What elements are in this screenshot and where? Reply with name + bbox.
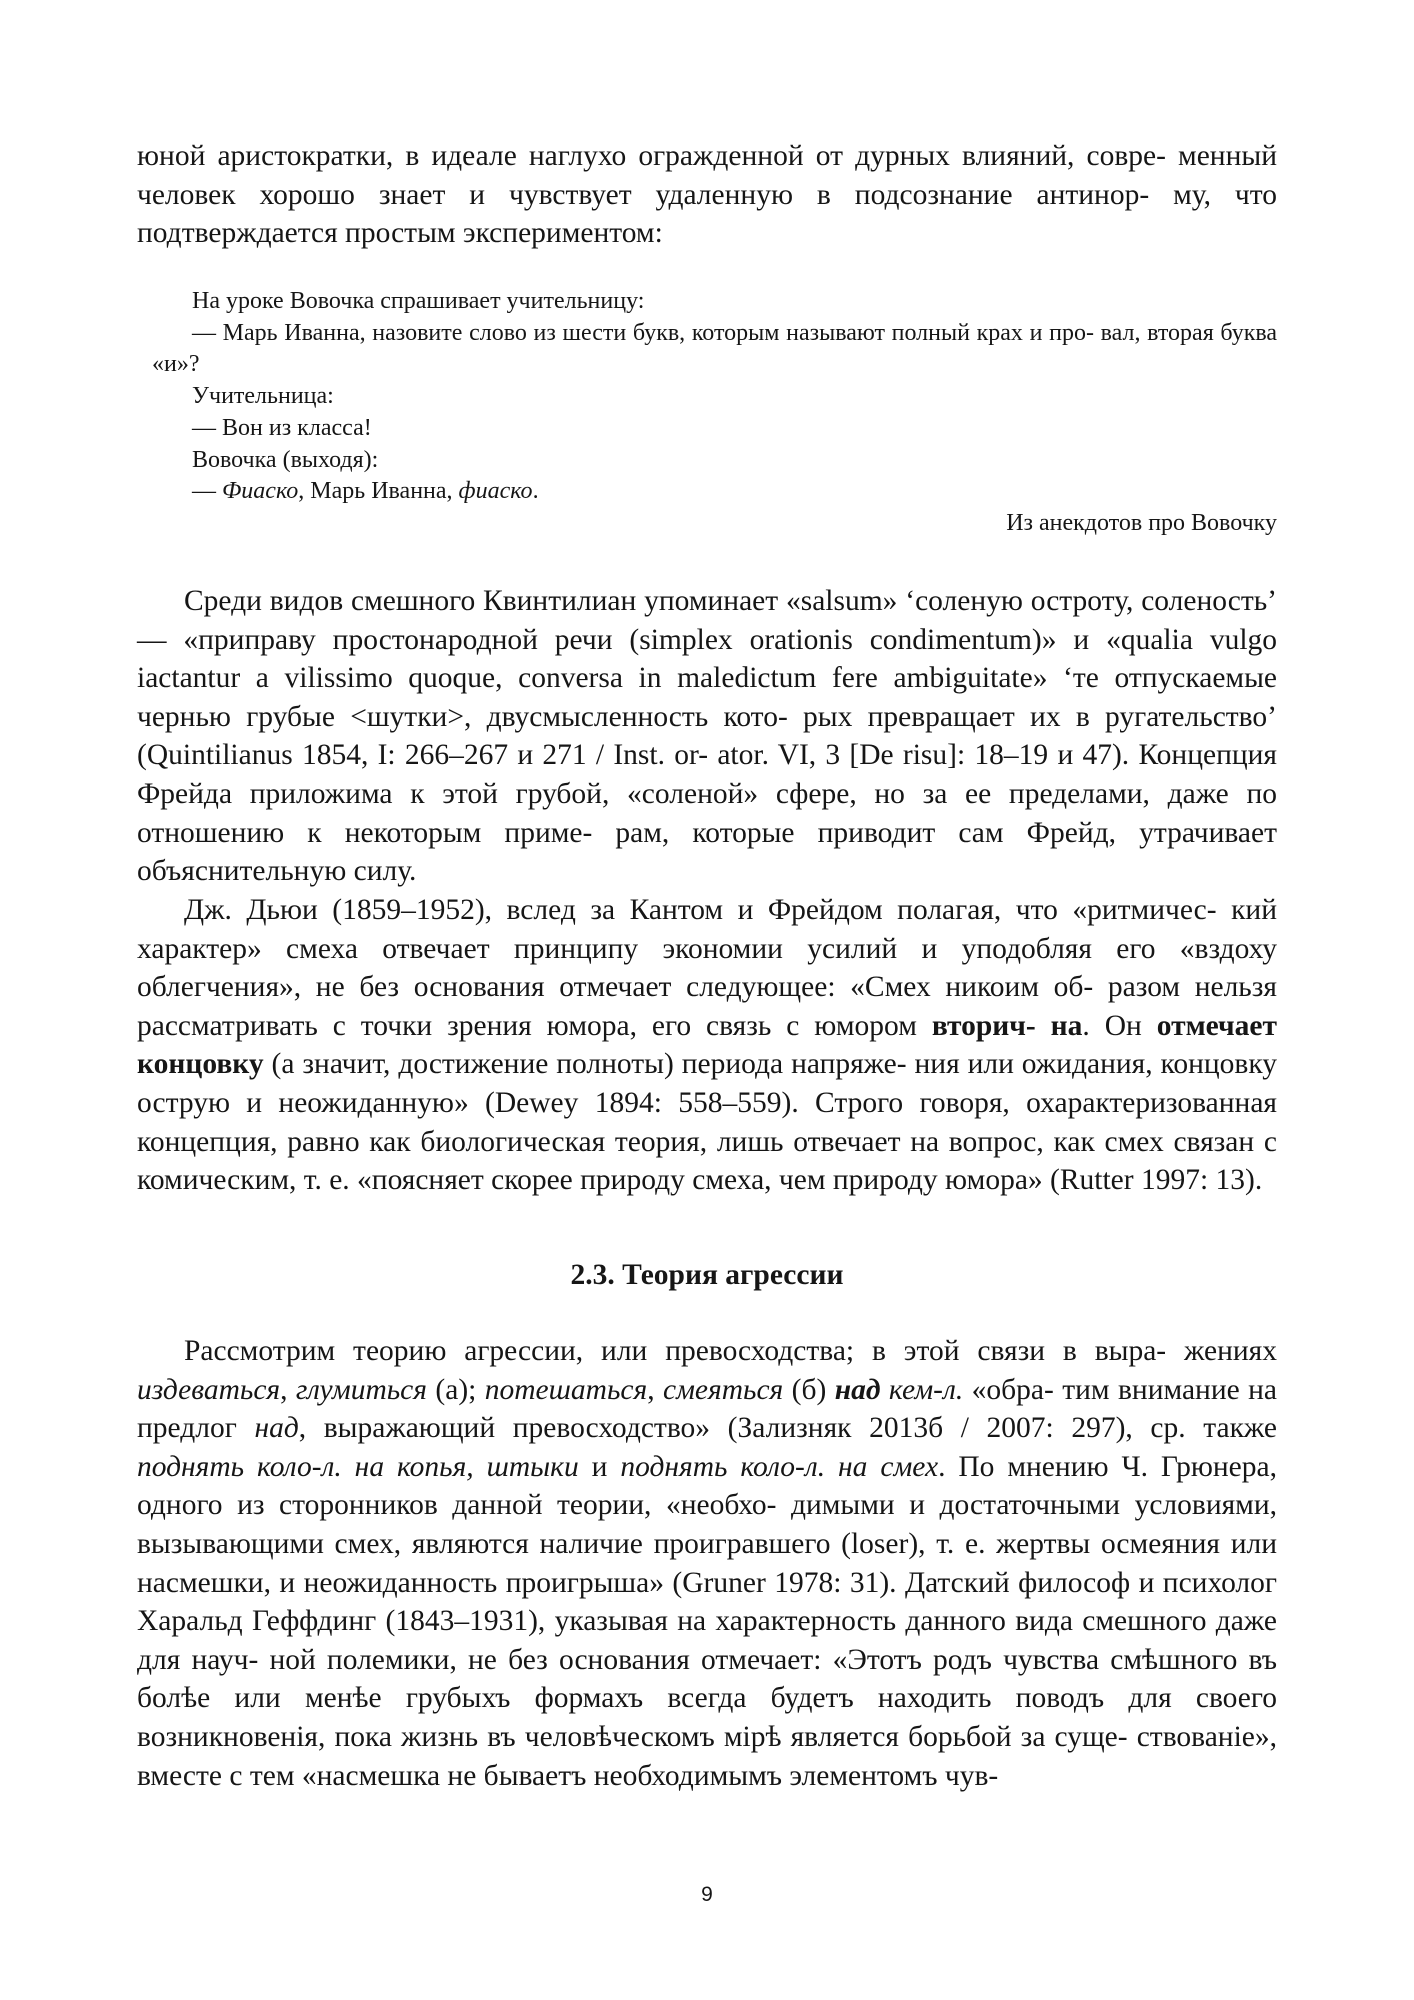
joke-quote (152, 286, 1277, 540)
paragraph-text: Дж. Дьюи (1859–1952), вслед за Кантом и Фрейдом полагая, что «ритмичес- кий характер» смеха отвечает принципу экономии усилий и уподобляя его «вздоху облегчения», не без основания отмечает следующее: «Смех никоим об- разом нельзя рассматривать с точки зрения юмора, его связь с юмором вторич- на. Он отмечает концовку (а значит, достижение полноты) периода напряже- ния или ожидания, концовку острую и неожиданную» (Dewey 1894: 558–559). Строго говоря, охарактеризованная концепция, равно как биологическая теория, лишь отвечает на вопрос, как смех связан с комическим, т. е. «поясняет скорее природу смеха, чем природу юмора» (Rutter 1997: 13). (137, 894, 1278, 1197)
paragraph-text: Среди видов смешного Квинтилиан упоминает «salsum» ‘соленую остроту, соленость’ — «приправу простонародной речи (simplex orationis condimentum)» и «qualia vulgo iactantur a vilissimo quoque, conversa in maledictum fere ambiguitate» ‘те отпускаемые чернью грубые <шутки>, двусмысленность кото- рых превращает их в ругательство’ (Quintilianus 1854, I: 266–267 и 271 / Inst. or- ator. VI, 3 [De risu]: 18–19 и 47). Концепция Фрейда приложима к этой грубой, «соленой» сфере, но за ее пределами, даже по отношению к некоторым приме- рам, которые приводит сам Фрейд, утрачивает объяснительную силу. (137, 585, 1278, 888)
joke-line: На уроке Вовочка спрашивает учительницу: (192, 288, 645, 314)
paragraph-quintilian (137, 582, 1277, 891)
paragraph-aggression (137, 1332, 1277, 1795)
joke-line: Вовочка (выходя): (192, 446, 379, 473)
joke-line: Учительница: (192, 383, 334, 410)
intro-text: юной аристократки, в идеале наглухо огражденной от дурных влияний, совре- менный человек хорошо знает и чувствует удаленную в подсознание антинор- му, что подтверждается простым экспериментом: (137, 140, 1277, 250)
paragraph-text: Рассмотрим теорию агрессии, или превосходства; в этой связи в выра- жениях издеваться, глумиться (а); потешаться, смеяться (б) над кем-л. «обра- тим внимание на предлог над, выражающий превосходство» (Зализняк 2013б / 2007: 297), ср. также поднять коло-л. на копья, штыки и поднять коло-л. на смех. По мнению Ч. Грюнера, одного из сторонников данной теории, «необхо- димыми и достаточными условиями, вызывающими смех, являются наличие проигравшего (loser), т. е. жертвы осмеяния или насмешки, и неожиданность проигрыша» (Gruner 1978: 31). Датский философ и психолог Харальд Геффдинг (1843–1931), указывая на характерность данного вида смешного даже для науч- ной полемики, не без основания отмечает: «Этотъ родъ чувства смѣшного въ болѣе или менѣе грубыхъ формахъ всегда будетъ находить поводъ для своего возникновенія, пока жизнь въ человѣческомъ мірѣ является борьбой за суще- ствованіе», вместе с тем «насмешка не бываетъ необходимымъ элементомъ чув- (137, 1335, 1278, 1792)
intro-paragraph (137, 137, 1277, 253)
paragraph-dewey (137, 891, 1277, 1200)
joke-line: — Фиаско, Марь Иванна, фиаско. (192, 478, 539, 505)
section-heading: 2.3. Теория агрессии (570, 1259, 844, 1291)
page-number: 9 (701, 1883, 713, 1906)
joke-line: — Марь Иванна, назовите слово из шести букв, которым называют полный крах и про- вал, вторая буква «и»? (152, 319, 1278, 378)
joke-line: — Вон из класса! (192, 414, 372, 441)
joke-source: Из анекдотов про Вовочку (1006, 509, 1277, 536)
